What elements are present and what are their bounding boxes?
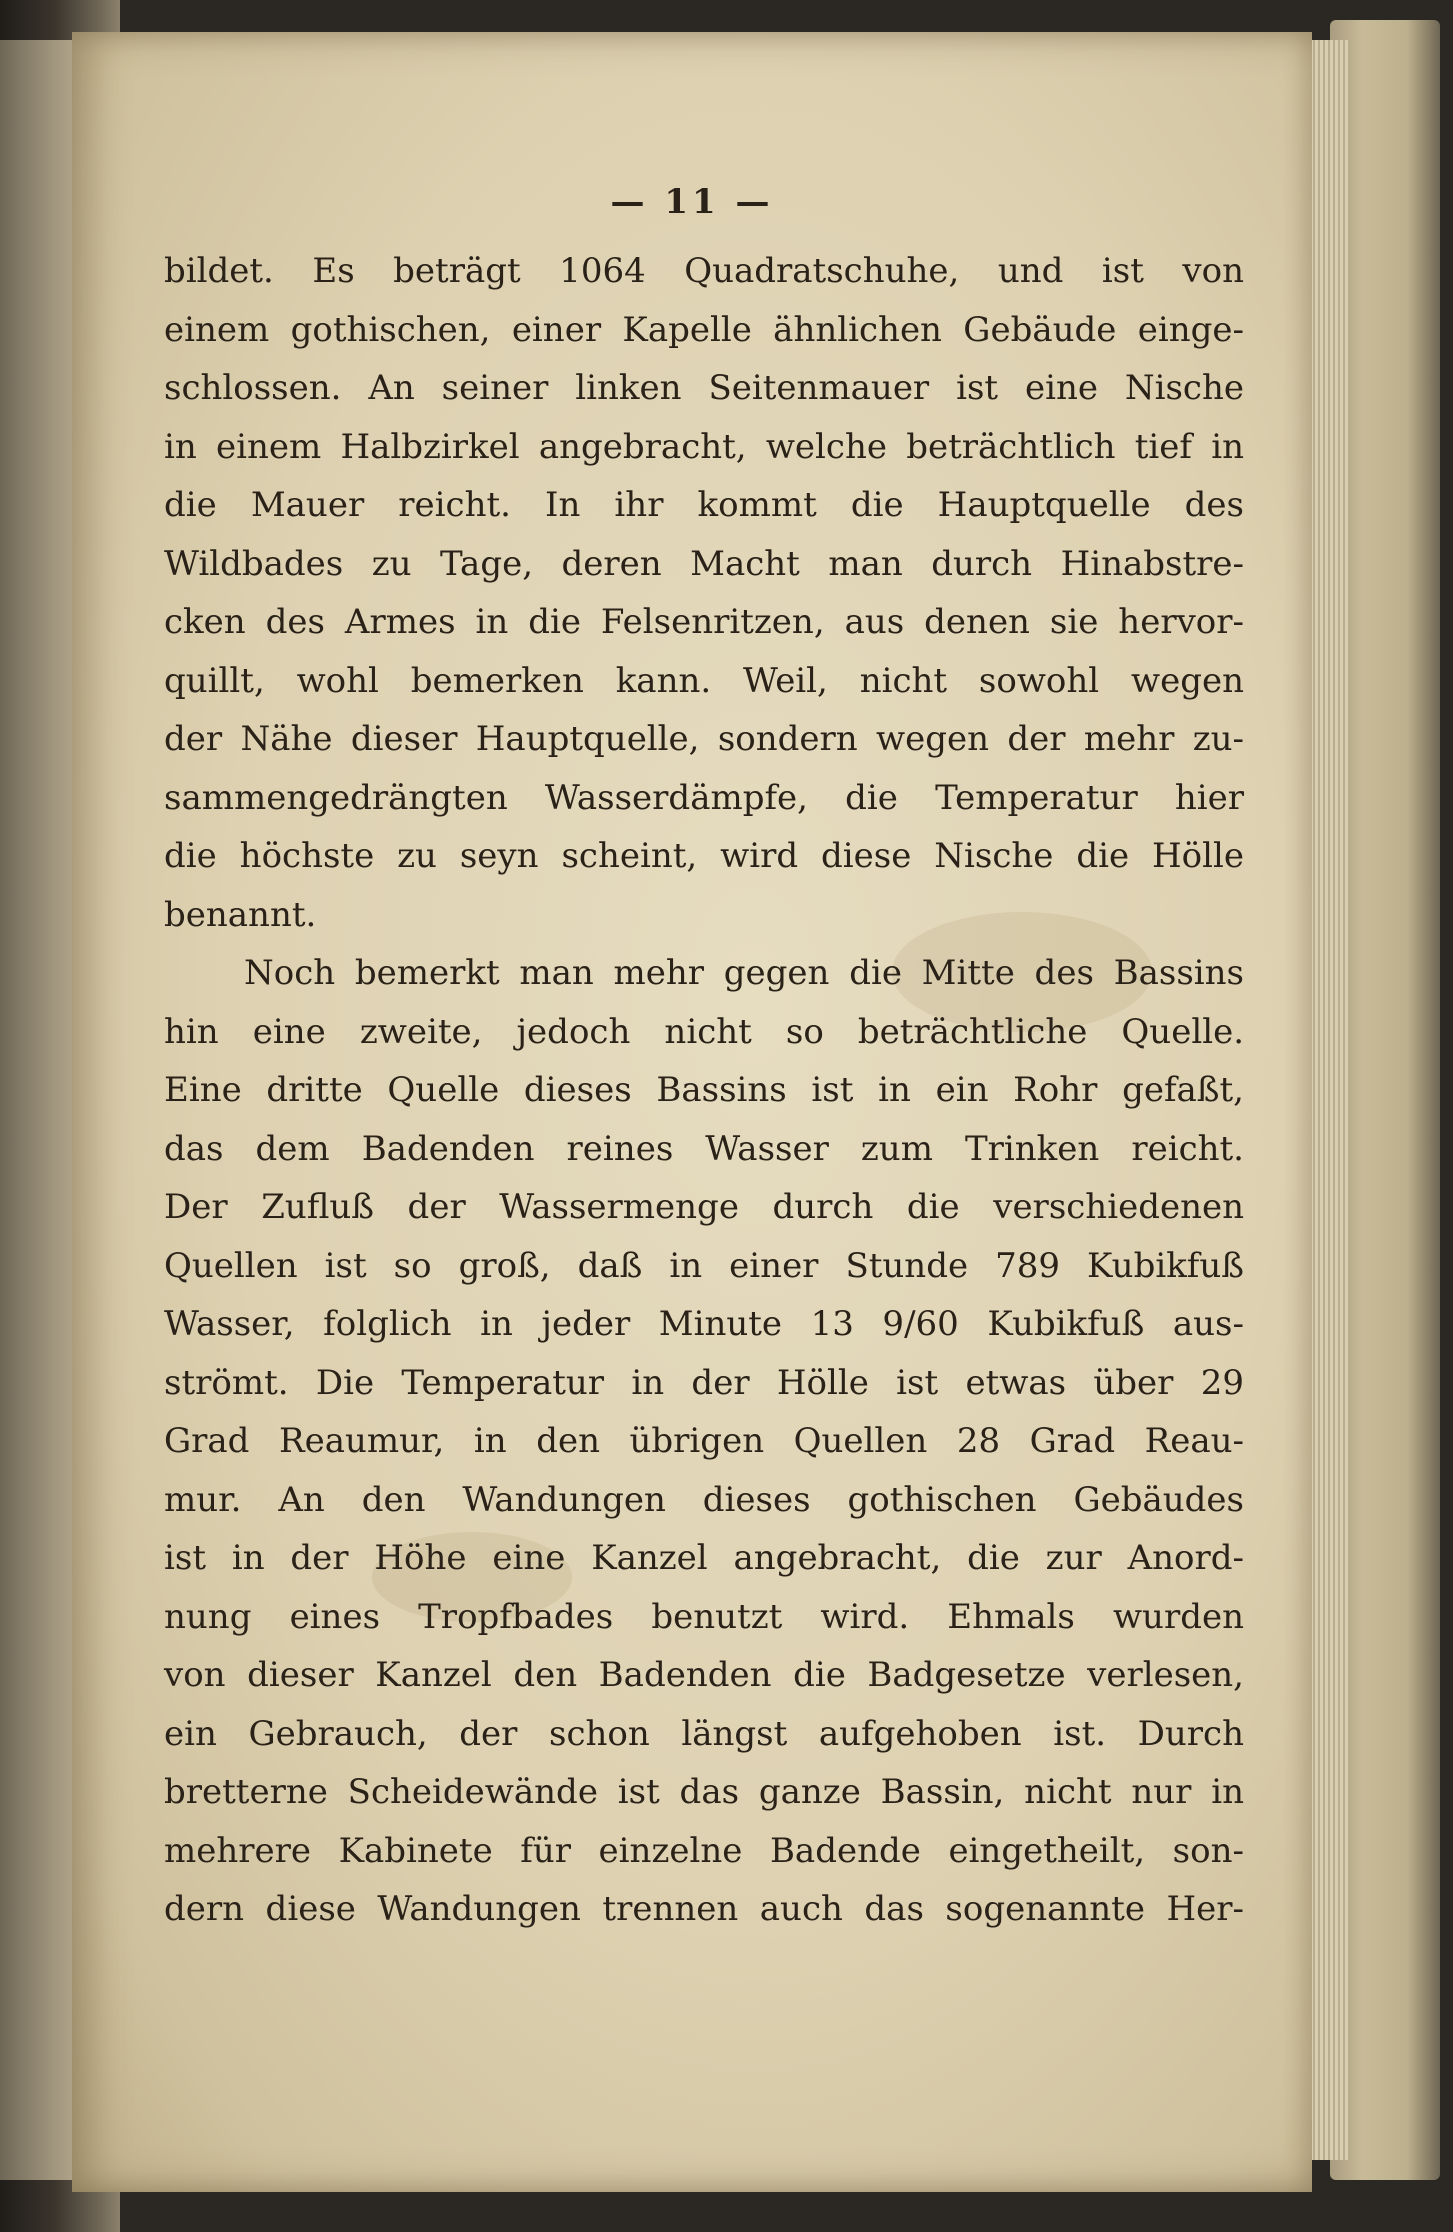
text-line: in einem Halbzirkel angebracht, welche beträchtlich tief in xyxy=(164,426,1244,467)
text-line: Noch bemerkt man mehr gegen die Mitte des Bassins xyxy=(244,953,1244,993)
text-line: ein Gebrauch, der schon längst aufgehoben ist. Durch xyxy=(164,1713,1244,1754)
text-line: der Nähe dieser Hauptquelle, sondern wegen der mehr zu- xyxy=(164,719,1244,759)
text-line: mur. An den Wandungen dieses gothischen Gebäudes xyxy=(164,1479,1244,1520)
text-line: strömt. Die Temperatur in der Hölle ist etwas über 29 xyxy=(164,1362,1244,1403)
text-line: Eine dritte Quelle dieses Bassins ist in ein Rohr gefaßt, xyxy=(164,1070,1244,1110)
book-page xyxy=(72,32,1312,2192)
text-line: bildet. Es beträgt 1064 Quadratschuhe, und ist von xyxy=(164,251,1244,291)
text-line: Wasser, folglich in jeder Minute 13 9/60 Kubikfuß aus- xyxy=(164,1304,1244,1344)
text-line: hin eine zweite, jedoch nicht so beträchtliche Quelle. xyxy=(164,1011,1244,1052)
text-line: einem gothischen, einer Kapelle ähnlichen Gebäude einge- xyxy=(164,309,1244,350)
text-line: die Mauer reicht. In ihr kommt die Hauptquelle des xyxy=(164,485,1244,525)
text-line: schlossen. An seiner linken Seitenmauer ist eine Nische xyxy=(164,368,1244,408)
page-number: — 11 — xyxy=(610,182,774,222)
text-line: bretterne Scheidewände ist das ganze Bassin, nicht nur in xyxy=(164,1772,1244,1812)
text-line: das dem Badenden reines Wasser zum Trinken reicht. xyxy=(164,1128,1244,1169)
text-line: Der Zufluß der Wassermenge durch die verschiedenen xyxy=(164,1187,1244,1227)
text-line: von dieser Kanzel den Badenden die Badgesetze verlesen, xyxy=(164,1655,1244,1695)
text-line: benannt. xyxy=(164,894,317,935)
text-line: Grad Reaumur, in den übrigen Quellen 28 Grad Reau- xyxy=(164,1421,1244,1461)
body-text xyxy=(164,242,1244,1939)
text-line: Quellen ist so groß, daß in einer Stunde 789 Kubikfuß xyxy=(164,1245,1244,1286)
text-line: mehrere Kabinete für einzelne Badende eingetheilt, son- xyxy=(164,1830,1244,1871)
text-line: cken des Armes in die Felsenritzen, aus denen sie hervor- xyxy=(164,602,1244,642)
text-line: die höchste zu seyn scheint, wird diese Nische die Hölle xyxy=(164,836,1244,876)
text-line: quillt, wohl bemerken kann. Weil, nicht sowohl wegen xyxy=(164,660,1244,701)
text-line: dern diese Wandungen trennen auch das sogenannte Her- xyxy=(164,1889,1244,1929)
text-line: Wildbades zu Tage, deren Macht man durch Hinabstre- xyxy=(164,543,1244,584)
text-line: ist in der Höhe eine Kanzel angebracht, die zur Anord- xyxy=(164,1538,1244,1578)
text-line: sammengedrängten Wasserdämpfe, die Temperatur hier xyxy=(164,777,1244,818)
text-line: nung eines Tropfbades benutzt wird. Ehmals wurden xyxy=(164,1596,1244,1637)
